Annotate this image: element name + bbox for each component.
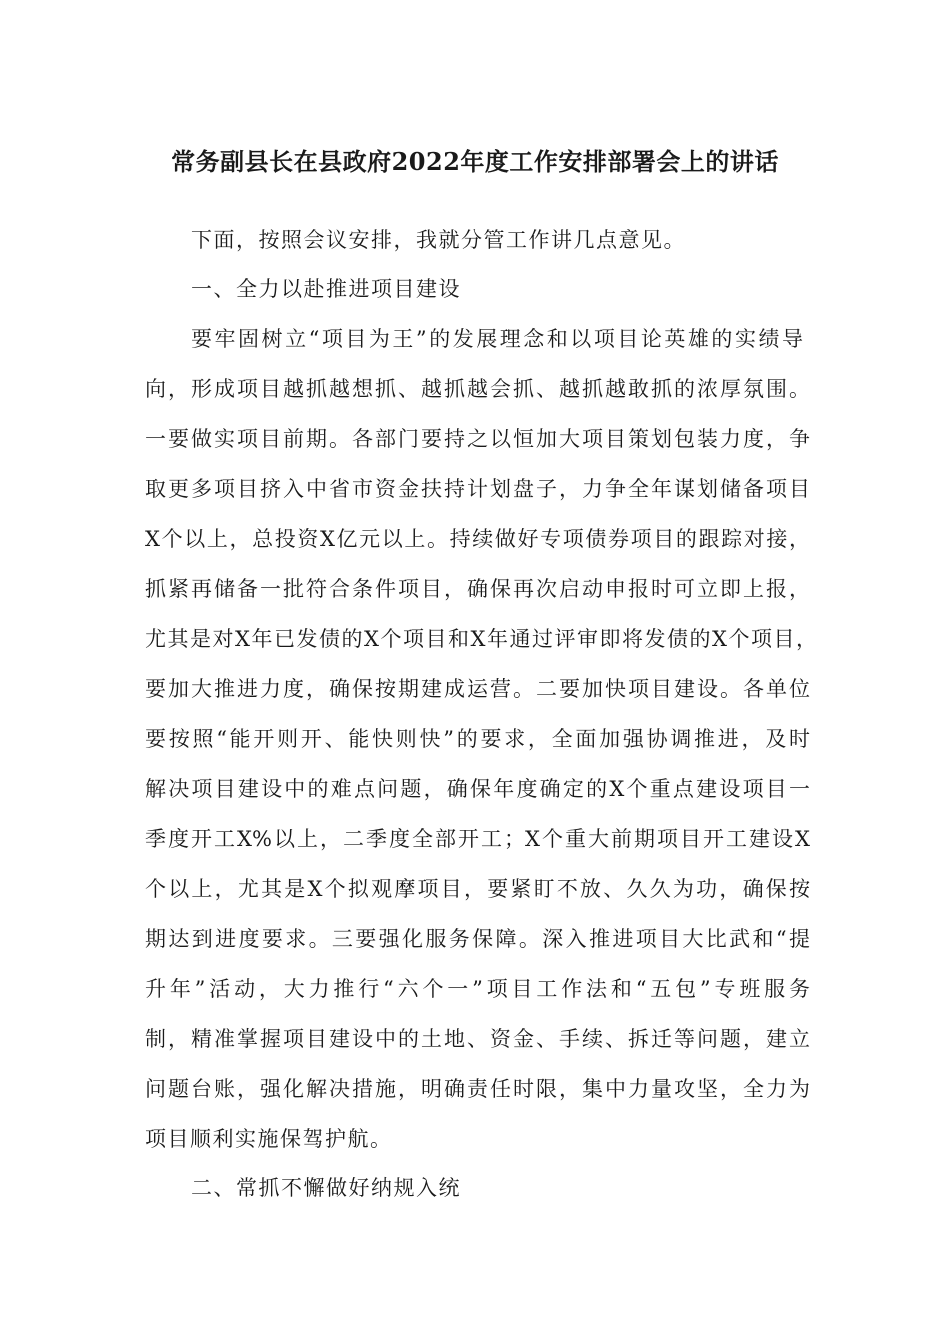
paragraph-line: 抓紧再储备一批符合条件项目，确保再次启动申报时可立即上报， <box>145 577 810 601</box>
paragraph-line: 季度开工X%以上，二季度全部开工；X个重大前期项目开工建设X <box>145 827 810 851</box>
paragraph-line: 要按照“能开则开、能快则快”的要求，全面加强协调推进，及时 <box>145 727 810 751</box>
paragraph-line: 个以上，尤其是X个拟观摩项目，要紧盯不放、久久为功，确保按 <box>145 877 810 901</box>
paragraph-line: 一要做实项目前期。各部门要持之以恒加大项目策划包装力度，争 <box>145 427 810 451</box>
paragraph-line: 尤其是对X年已发债的X个项目和X年通过评审即将发债的X个项目， <box>145 627 817 651</box>
paragraph-line: 制，精准掌握项目建设中的土地、资金、手续、拆迁等问题，建立 <box>145 1027 810 1051</box>
paragraph-line: 要加大推进力度，确保按期建成运营。二要加快项目建设。各单位 <box>145 677 810 701</box>
section-heading: 一、全力以赴推进项目建设 <box>191 277 461 301</box>
paragraph-line: 下面，按照会议安排，我就分管工作讲几点意见。 <box>191 228 686 252</box>
paragraph-line: 期达到进度要求。三要强化服务保障。深入推进项目大比武和“提 <box>145 927 810 951</box>
paragraph-line: 要牢固树立“项目为王”的发展理念和以项目论英雄的实绩导 <box>191 327 803 351</box>
section-heading: 二、常抓不懈做好纳规入统 <box>191 1176 461 1200</box>
paragraph-line: 解决项目建设中的难点问题，确保年度确定的X个重点建设项目一 <box>145 777 810 801</box>
paragraph-line: 向，形成项目越抓越想抓、越抓越会抓、越抓越敢抓的浓厚氛围。 <box>145 377 810 401</box>
paragraph-line: 升年”活动，大力推行“六个一”项目工作法和“五包”专班服务 <box>145 977 810 1001</box>
paragraph-line: 问题台账，强化解决措施，明确责任时限，集中力量攻坚，全力为 <box>145 1077 810 1101</box>
paragraph-line: X个以上，总投资X亿元以上。持续做好专项债券项目的跟踪对接， <box>145 527 810 551</box>
document-title: 常务副县长在县政府2022年度工作安排部署会上的讲话 <box>171 147 779 176</box>
paragraph-line: 取更多项目挤入中省市资金扶持计划盘子，力争全年谋划储备项目 <box>145 477 810 501</box>
paragraph-line: 项目顺利实施保驾护航。 <box>145 1127 393 1151</box>
